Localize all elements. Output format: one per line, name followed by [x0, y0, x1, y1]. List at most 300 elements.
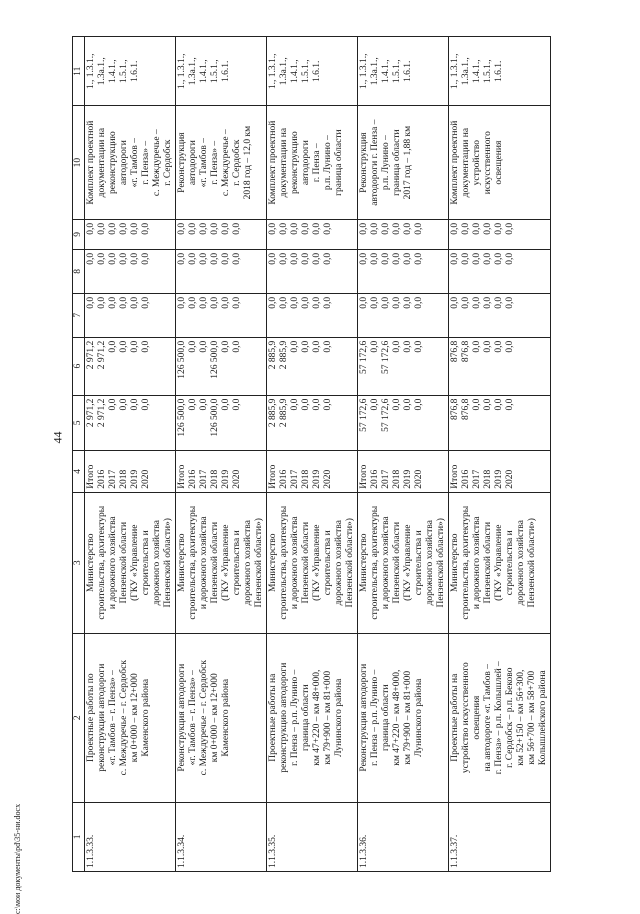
- year-list-line: 2019: [130, 469, 140, 489]
- year-list-line: Итого: [268, 464, 278, 489]
- funding-local-line: 0,0: [359, 252, 369, 265]
- funding-federal-line: 0,0: [141, 296, 151, 309]
- column-header-7: 7: [73, 293, 85, 337]
- executor-line: Пензенской области: [483, 521, 493, 604]
- funding-federal: [267, 293, 358, 337]
- activity-name: [85, 633, 176, 802]
- funding-federal-line: 0,0: [323, 296, 333, 309]
- funding-local-line: 0,0: [221, 252, 231, 265]
- column-header-1: 1: [73, 802, 85, 871]
- funding-other-line: 0,0: [414, 222, 424, 235]
- expected-result-line: документации на: [279, 127, 289, 198]
- page-number: 44: [50, 431, 65, 444]
- executor-line: дорожного хозяйства: [334, 520, 344, 606]
- executor-line: (ГКУ «Управление: [130, 524, 140, 601]
- funding-total-line: 876,8: [450, 398, 460, 420]
- indicator-refs: [85, 37, 176, 106]
- executor-line: дорожного хозяйства: [243, 520, 253, 606]
- funding-other: [176, 219, 267, 249]
- executor: [358, 492, 449, 633]
- funding-regional-line: 0,0: [494, 340, 504, 353]
- funding-federal-line: 0,0: [483, 296, 493, 309]
- funding-total-line: 0,0: [392, 398, 402, 411]
- funding-local-line: 0,0: [97, 252, 107, 265]
- expected-result-line: реконструкцию: [290, 131, 300, 194]
- table-row: [176, 37, 267, 872]
- funding-total: [358, 395, 449, 451]
- activity-name-line: Проектные работы по: [86, 673, 96, 762]
- activity-name-line: км 56+700 – км 58+700: [527, 670, 537, 765]
- column-header-3: 3: [73, 492, 85, 633]
- funding-total: [176, 395, 267, 451]
- funding-total-line: 0,0: [119, 398, 129, 411]
- expected-result-line: Комплект проектной: [86, 120, 96, 205]
- expected-result-line: автодороги: [188, 140, 198, 186]
- activity-name-line: реконструкции автодороги: [97, 663, 107, 772]
- indicator-refs-line: 1.4.1.,: [381, 59, 391, 84]
- funding-regional-line: 57 172,6: [359, 340, 369, 374]
- executor-line: строительства и: [232, 530, 242, 596]
- funding-total: [85, 395, 176, 451]
- indicator-refs-line: 1.5.1.,: [483, 59, 493, 84]
- funding-other-line: 0,0: [505, 222, 515, 235]
- table-row: [449, 37, 551, 872]
- executor-line: и дорожного хозяйства: [199, 516, 209, 610]
- year-list-line: 2019: [494, 469, 504, 489]
- expected-result-line: Реконструкция: [359, 132, 369, 193]
- funding-other-line: 0,0: [199, 222, 209, 235]
- expected-result: [176, 106, 267, 219]
- funding-regional-line: 2 885,9: [279, 340, 289, 370]
- funding-regional-line: 0,0: [312, 340, 322, 353]
- indicator-refs-line: 1.3а.1.,: [279, 57, 289, 86]
- funding-federal-line: 0,0: [494, 296, 504, 309]
- executor-line: Министерство: [177, 533, 187, 593]
- activity-name-line: г. Пенза – р.п. Лунино –: [290, 669, 300, 766]
- activity-name-line: км 47+220 – км 48+000,: [392, 669, 402, 766]
- funding-local-line: 0,0: [403, 252, 413, 265]
- funding-other-line: 0,0: [494, 222, 504, 235]
- funding-local-line: 0,0: [232, 252, 242, 265]
- funding-regional-line: 0,0: [403, 340, 413, 353]
- expected-result-line: искусственного: [483, 131, 493, 195]
- funding-other: [267, 219, 358, 249]
- year-list: [85, 451, 176, 493]
- funding-other-line: 0,0: [483, 222, 493, 235]
- executor-line: (ГКУ «Управление: [494, 524, 504, 601]
- indicator-refs-line: 1., 1.3.1.,: [450, 53, 460, 90]
- indicator-refs-line: 1., 1.3.1.,: [177, 53, 187, 90]
- funding-regional-line: 0,0: [414, 340, 424, 353]
- year-list-line: 2020: [414, 469, 424, 489]
- funding-federal-line: 0,0: [130, 296, 140, 309]
- executor-line: Пензенской области»): [527, 518, 537, 608]
- executor-line: Министерство: [86, 533, 96, 593]
- activity-name-line: г. Пенза – р.п. Лунино –: [370, 669, 380, 766]
- expected-result-line: устройство: [472, 139, 482, 186]
- funding-local-line: 0,0: [141, 252, 151, 265]
- funding-total-line: 0,0: [483, 398, 493, 411]
- expected-result-line: освещения: [494, 140, 504, 185]
- activity-name-line: Проектные работы на: [268, 673, 278, 762]
- funding-federal: [358, 293, 449, 337]
- header-row: [73, 37, 85, 872]
- executor-line: строительства, архитектуры: [188, 505, 198, 620]
- year-list-line: 2018: [301, 469, 311, 489]
- funding-federal-line: 0,0: [381, 296, 391, 309]
- executor-line: Пензенской области»): [254, 518, 264, 608]
- indicator-refs-line: 1.5.1.,: [119, 59, 129, 84]
- funding-total-line: 57 172,6: [381, 398, 391, 432]
- program-table: [72, 36, 551, 872]
- expected-result-line: г. Сердобск: [232, 139, 242, 186]
- indicator-refs: [449, 37, 551, 106]
- year-list-line: 2016: [188, 469, 198, 489]
- activity-name-line: г. Пенза» – р.п. Колышлей –: [494, 661, 504, 775]
- funding-federal-line: 0,0: [119, 296, 129, 309]
- indicator-refs-line: 1.5.1.,: [392, 59, 402, 84]
- funding-other-line: 0,0: [221, 222, 231, 235]
- funding-federal-line: 0,0: [221, 296, 231, 309]
- expected-result-line: автодороги г. Пенза –: [370, 119, 380, 206]
- expected-result-line: «г. Тамбов –: [130, 137, 140, 188]
- table-body: [85, 37, 551, 872]
- year-list-line: 2017: [472, 469, 482, 489]
- funding-federal-line: 0,0: [97, 296, 107, 309]
- funding-regional-line: 876,8: [461, 340, 471, 363]
- funding-federal: [449, 293, 551, 337]
- funding-federal-line: 0,0: [312, 296, 322, 309]
- funding-other: [358, 219, 449, 249]
- year-list-line: 2020: [141, 469, 151, 489]
- indicator-refs-line: 1., 1.3.1.,: [359, 53, 369, 90]
- funding-other-line: 0,0: [312, 222, 322, 235]
- funding-regional: [449, 337, 551, 395]
- expected-result-line: Комплект проектной: [268, 120, 278, 205]
- funding-federal-line: 0,0: [210, 296, 220, 309]
- funding-total-line: 2 885,9: [279, 398, 289, 428]
- funding-local-line: 0,0: [461, 252, 471, 265]
- year-list-line: 2018: [483, 469, 493, 489]
- indicator-refs-line: 1.3а.1.,: [370, 57, 380, 86]
- funding-federal-line: 0,0: [188, 296, 198, 309]
- executor-line: строительства и: [323, 530, 333, 596]
- funding-other-line: 0,0: [210, 222, 220, 235]
- expected-result-line: реконструкцию: [108, 131, 118, 194]
- expected-result-line: «г. Тамбов –: [199, 137, 209, 188]
- funding-total-line: 0,0: [141, 398, 151, 411]
- activity-name-line: «г. Тамбов – г. Пенза» –: [188, 670, 198, 766]
- activity-name-line: км 79+900 – км 81+000: [323, 670, 333, 765]
- activity-name-line: Каменского района: [221, 678, 231, 757]
- funding-federal-line: 0,0: [505, 296, 515, 309]
- activity-name-line: км 79+900 – км 81+000: [403, 670, 413, 765]
- funding-total-line: 0,0: [188, 398, 198, 411]
- row-id: 1.1.3.37.: [449, 802, 551, 871]
- executor-line: и дорожного хозяйства: [472, 516, 482, 610]
- funding-local-line: 0,0: [108, 252, 118, 265]
- funding-other-line: 0,0: [232, 222, 242, 235]
- row-id: 1.1.3.36.: [358, 802, 449, 871]
- funding-total-line: 2 971,2: [86, 398, 96, 428]
- funding-federal-line: 0,0: [450, 296, 460, 309]
- funding-total-line: 0,0: [290, 398, 300, 411]
- funding-total-line: 0,0: [494, 398, 504, 411]
- funding-regional-line: 0,0: [141, 340, 151, 353]
- column-header-9: 9: [73, 219, 85, 249]
- funding-other-line: 0,0: [381, 222, 391, 235]
- activity-name: [358, 633, 449, 802]
- expected-result-line: автодороги: [119, 140, 129, 186]
- executor: [176, 492, 267, 633]
- funding-local: [267, 249, 358, 293]
- funding-federal-line: 0,0: [461, 296, 471, 309]
- funding-regional-line: 0,0: [221, 340, 231, 353]
- funding-federal-line: 0,0: [177, 296, 187, 309]
- funding-local-line: 0,0: [210, 252, 220, 265]
- funding-local-line: 0,0: [414, 252, 424, 265]
- executor: [85, 492, 176, 633]
- funding-local-line: 0,0: [177, 252, 187, 265]
- executor-line: Пензенской области»): [436, 518, 446, 608]
- funding-federal-line: 0,0: [414, 296, 424, 309]
- funding-federal: [85, 293, 176, 337]
- funding-federal-line: 0,0: [301, 296, 311, 309]
- expected-result-line: граница области: [392, 129, 402, 196]
- funding-regional-line: 2 971,2: [86, 340, 96, 370]
- funding-local-line: 0,0: [381, 252, 391, 265]
- funding-local-line: 0,0: [268, 252, 278, 265]
- activity-name-line: освещения: [472, 695, 482, 740]
- executor-line: (ГКУ «Управление: [312, 524, 322, 601]
- indicator-refs-line: 1.3а.1.,: [188, 57, 198, 86]
- funding-federal-line: 0,0: [290, 296, 300, 309]
- funding-federal-line: 0,0: [403, 296, 413, 309]
- year-list-line: 2018: [392, 469, 402, 489]
- funding-total-line: 0,0: [232, 398, 242, 411]
- activity-name-line: Лунинского района: [414, 678, 424, 757]
- row-id: 1.1.3.33.: [85, 802, 176, 871]
- funding-local-line: 0,0: [188, 252, 198, 265]
- funding-total: [267, 395, 358, 451]
- expected-result-line: с. Междуречье –: [152, 129, 162, 197]
- activity-name-line: г. Сердобск – р.п. Беково: [505, 667, 515, 768]
- year-list-line: 2016: [370, 469, 380, 489]
- activity-name: [267, 633, 358, 802]
- funding-other: [449, 219, 551, 249]
- funding-other-line: 0,0: [108, 222, 118, 235]
- funding-regional-line: 0,0: [188, 340, 198, 353]
- year-list-line: Итого: [86, 464, 96, 489]
- funding-other-line: 0,0: [141, 222, 151, 235]
- funding-other-line: 0,0: [119, 222, 129, 235]
- funding-local-line: 0,0: [472, 252, 482, 265]
- activity-name-line: устройство искусственного: [461, 662, 471, 774]
- funding-total-line: 57 172,6: [359, 398, 369, 432]
- expected-result: [85, 106, 176, 219]
- column-header-10: 10: [73, 106, 85, 219]
- activity-name-line: граница области: [381, 684, 391, 751]
- funding-federal-line: 0,0: [392, 296, 402, 309]
- year-list-line: 2017: [199, 469, 209, 489]
- indicator-refs-line: 1.6.1.: [403, 60, 413, 82]
- funding-regional-line: 126 500,0: [210, 340, 220, 379]
- executor-line: (ГКУ «Управление: [403, 524, 413, 601]
- activity-name-line: с. Междуречье – г. Сердобск: [119, 660, 129, 776]
- executor-line: дорожного хозяйства: [516, 520, 526, 606]
- funding-regional-line: 0,0: [290, 340, 300, 353]
- year-list-line: 2018: [210, 469, 220, 489]
- expected-result: [449, 106, 551, 219]
- activity-name-line: Каменского района: [141, 678, 151, 757]
- funding-regional: [358, 337, 449, 395]
- expected-result-line: г. Пенза» –: [210, 140, 220, 185]
- activity-name: [449, 633, 551, 802]
- funding-local-line: 0,0: [450, 252, 460, 265]
- funding-local-line: 0,0: [392, 252, 402, 265]
- funding-regional-line: 0,0: [392, 340, 402, 353]
- year-list: [267, 451, 358, 493]
- activity-name-line: Реконструкция автодороги: [177, 663, 187, 772]
- funding-regional-line: 0,0: [323, 340, 333, 353]
- funding-other-line: 0,0: [268, 222, 278, 235]
- expected-result-line: 2018 год – 12,0 км: [243, 125, 253, 200]
- expected-result-line: с. Междуречье –: [221, 129, 231, 197]
- executor-line: Пензенской области: [210, 521, 220, 604]
- expected-result-line: Реконструкция: [177, 132, 187, 193]
- year-list: [176, 451, 267, 493]
- indicator-refs-line: 1.4.1.,: [290, 59, 300, 84]
- funding-federal-line: 0,0: [472, 296, 482, 309]
- funding-regional-line: 0,0: [483, 340, 493, 353]
- executor-line: строительства и: [505, 530, 515, 596]
- expected-result-line: документации на: [97, 127, 107, 198]
- funding-regional-line: 0,0: [199, 340, 209, 353]
- executor-line: Министерство: [359, 533, 369, 593]
- year-list-line: 2016: [97, 469, 107, 489]
- funding-other-line: 0,0: [279, 222, 289, 235]
- row-id: 1.1.3.34.: [176, 802, 267, 871]
- executor-line: Министерство: [450, 533, 460, 593]
- activity-name-line: км 0+000 – км 12+000: [210, 673, 220, 763]
- funding-other-line: 0,0: [392, 222, 402, 235]
- activity-name-line: км 47+220 – км 48+000,: [312, 669, 322, 766]
- funding-total: [449, 395, 551, 451]
- indicator-refs-line: 1., 1.3.1.,: [86, 53, 96, 90]
- funding-total-line: 0,0: [414, 398, 424, 411]
- indicator-refs-line: 1., 1.3.1.,: [268, 53, 278, 90]
- funding-federal-line: 0,0: [108, 296, 118, 309]
- funding-regional-line: 0,0: [370, 340, 380, 353]
- funding-total-line: 0,0: [370, 398, 380, 411]
- activity-name-line: «г. Тамбов – г. Пенза» –: [108, 670, 118, 766]
- column-header-6: 6: [73, 337, 85, 395]
- year-list-line: 2020: [323, 469, 333, 489]
- activity-name-line: км 52+150 – км 56+300,: [516, 669, 526, 766]
- funding-federal-line: 0,0: [199, 296, 209, 309]
- expected-result-line: р.п. Лунино –: [381, 135, 391, 191]
- table-row: [358, 37, 449, 872]
- activity-name-line: Колышлейского района: [538, 670, 548, 766]
- funding-total-line: 0,0: [130, 398, 140, 411]
- year-list: [358, 451, 449, 493]
- year-list-line: 2020: [232, 469, 242, 489]
- funding-local: [176, 249, 267, 293]
- column-header-4: 4: [73, 451, 85, 493]
- funding-total-line: 2 885,9: [268, 398, 278, 428]
- indicator-refs-line: 1.6.1.: [221, 60, 231, 82]
- activity-name-line: Проектные работы на: [450, 673, 460, 762]
- year-list-line: Итого: [450, 464, 460, 489]
- executor-line: и дорожного хозяйства: [381, 516, 391, 610]
- year-list-line: 2019: [403, 469, 413, 489]
- expected-result: [267, 106, 358, 219]
- indicator-refs-line: 1.6.1.: [130, 60, 140, 82]
- expected-result-line: автодороги: [301, 140, 311, 186]
- column-header-8: 8: [73, 249, 85, 293]
- funding-other-line: 0,0: [188, 222, 198, 235]
- funding-regional: [85, 337, 176, 395]
- funding-other-line: 0,0: [461, 222, 471, 235]
- year-list-line: Итого: [359, 464, 369, 489]
- executor-line: дорожного хозяйства: [152, 520, 162, 606]
- indicator-refs-line: 1.3а.1.,: [461, 57, 471, 86]
- year-list-line: Итого: [177, 464, 187, 489]
- funding-federal-line: 0,0: [86, 296, 96, 309]
- expected-result-line: 2017 год – 1,88 км: [403, 125, 413, 200]
- executor-line: дорожного хозяйства: [425, 520, 435, 606]
- executor-line: строительства и: [414, 530, 424, 596]
- year-list: [449, 451, 551, 493]
- expected-result-line: г. Сердобск: [163, 139, 173, 186]
- funding-other-line: 0,0: [97, 222, 107, 235]
- funding-local-line: 0,0: [199, 252, 209, 265]
- executor-line: строительства, архитектуры: [461, 505, 471, 620]
- funding-total-line: 0,0: [108, 398, 118, 411]
- expected-result-line: граница области: [334, 129, 344, 196]
- funding-total-line: 126 500,0: [210, 398, 220, 437]
- executor: [267, 492, 358, 633]
- executor-line: Пензенской области: [119, 521, 129, 604]
- column-header-5: 5: [73, 395, 85, 451]
- funding-total-line: 2 971,2: [97, 398, 107, 428]
- funding-regional-line: 0,0: [232, 340, 242, 353]
- column-header-11: 11: [73, 37, 85, 106]
- activity-name-line: Реконструкция автодороги: [359, 663, 369, 772]
- year-list-line: 2018: [119, 469, 129, 489]
- funding-regional-line: 126 500,0: [177, 340, 187, 379]
- executor-line: и дорожного хозяйства: [290, 516, 300, 610]
- funding-local-line: 0,0: [301, 252, 311, 265]
- activity-name-line: Лунинского района: [334, 678, 344, 757]
- funding-local-line: 0,0: [370, 252, 380, 265]
- funding-regional-line: 0,0: [505, 340, 515, 353]
- year-list-line: 2017: [290, 469, 300, 489]
- funding-local-line: 0,0: [279, 252, 289, 265]
- funding-local-line: 0,0: [483, 252, 493, 265]
- funding-other-line: 0,0: [450, 222, 460, 235]
- funding-regional-line: 2 971,2: [97, 340, 107, 370]
- funding-local-line: 0,0: [130, 252, 140, 265]
- executor-line: Пензенской области»): [163, 518, 173, 608]
- table-row: [267, 37, 358, 872]
- funding-other-line: 0,0: [403, 222, 413, 235]
- funding-regional-line: 2 885,9: [268, 340, 278, 370]
- rotated-table-container: [72, 12, 592, 872]
- year-list-line: 2019: [221, 469, 231, 489]
- funding-other-line: 0,0: [301, 222, 311, 235]
- row-id: 1.1.3.35.: [267, 802, 358, 871]
